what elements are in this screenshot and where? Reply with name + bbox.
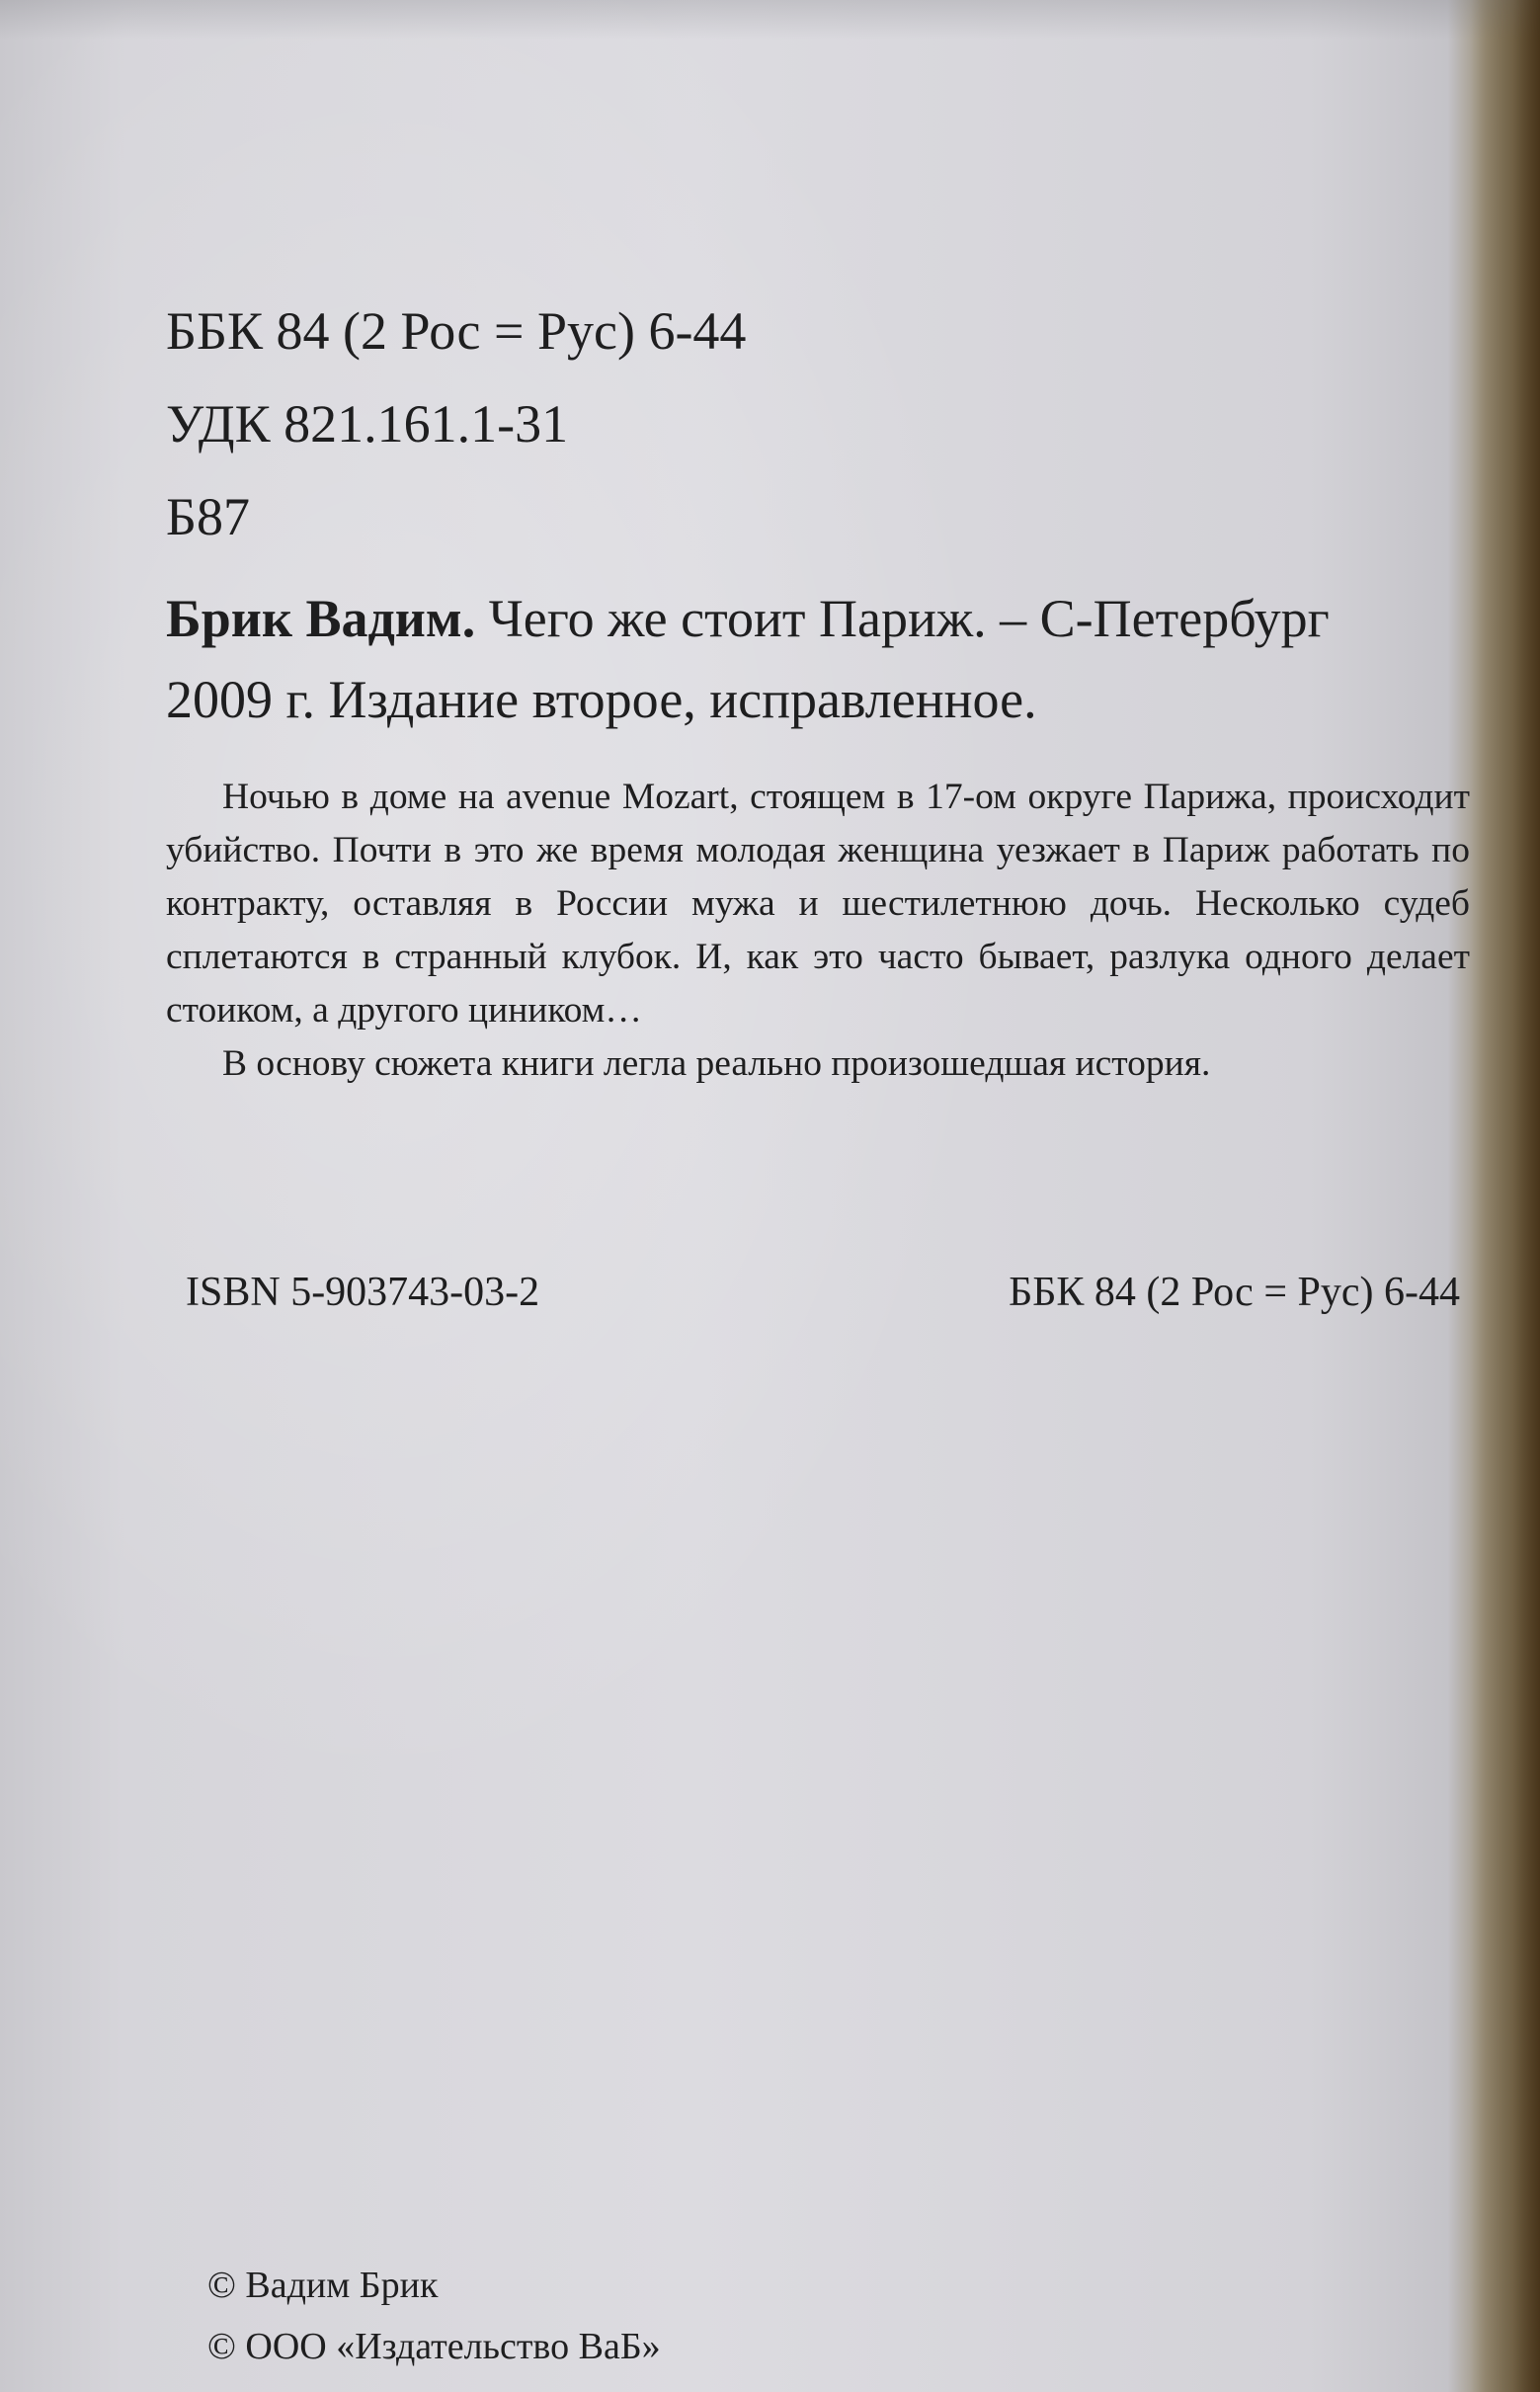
- copyright-publisher: © ООО «Издательство ВаБ»: [207, 2326, 661, 2367]
- bbk-code: ББК 84 (2 Рос = Рус) 6-44: [166, 301, 747, 361]
- footer-bbk-code: ББК 84 (2 Рос = Рус) 6-44: [1009, 1270, 1460, 1315]
- isbn: ISBN 5-903743-03-2: [186, 1270, 540, 1315]
- classification-block: [166, 285, 746, 563]
- bibliographic-citation: [166, 578, 1430, 740]
- book-abstract: [166, 771, 1470, 1091]
- abstract-paragraph: Ночью в доме на avenue Mozart, стоящем в 17-ом округе Парижа, происходит убийство. Почти в это же время молодая женщина уезжает в Париж работать по контракту, оставляя в России мужа и шестилетнюю дочь. Несколько судеб сплетаются в странный клубок. И, как это часто бывает, разлука одного делает стоиком, а другого циником…: [166, 777, 1470, 1031]
- copyright-author: © Вадим Брик: [207, 2265, 439, 2306]
- citation-details: Чего же стоит Париж. – С-Петербург 2009 г. Издание второе, исправленное.: [166, 589, 1330, 729]
- abstract-paragraph: В основу сюжета книги легла реально произошедшая история.: [222, 1043, 1211, 1084]
- udk-code: УДК 821.161.1-31: [166, 394, 569, 454]
- page-top-shadow: [0, 0, 1540, 40]
- isbn-row: [186, 1269, 1460, 1316]
- citation-author: Брик Вадим.: [166, 589, 476, 648]
- copyright-block: [207, 2255, 661, 2377]
- author-mark: Б87: [166, 487, 251, 546]
- page-spine-shadow: [1471, 0, 1540, 2392]
